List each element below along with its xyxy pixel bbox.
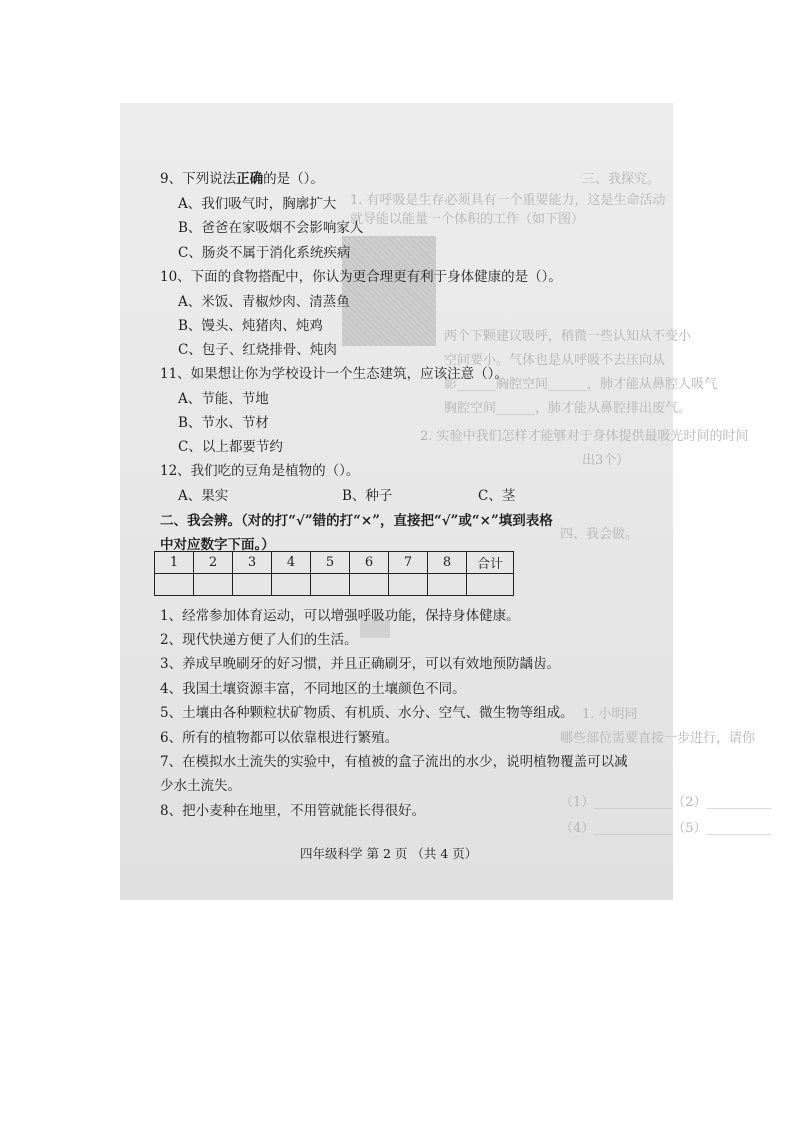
bleed-through-text: 2. 实验中我们怎样才能够对于身体提供最吸光时间的时间 [420,429,749,444]
answer-cell-total[interactable] [467,574,514,596]
answer-table [154,551,514,596]
answer-table-header-total: 合计 [467,552,514,574]
statement-2: 2、现代快递方便了人们的生活。 [160,632,358,648]
answer-table-header: 4 [272,552,311,574]
statement-8: 8、把小麦种在地里，不用管就能长得很好。 [160,803,426,819]
question-10-option-c: C、包子、红烧排骨、炖肉 [178,342,337,358]
statement-5: 5、土壤由各种颗粒状矿物质、有机质、水分、空气、微生物等组成。 [160,705,574,721]
statement-6: 6、所有的植物都可以依靠根进行繁殖。 [160,730,399,746]
question-9-emphasis: 正确 [236,171,264,187]
statement-7: 7、在模拟水土流失的实验中，有植被的盒子流出的水少，说明植物覆盖可以减 [160,754,628,770]
section-2-heading [160,513,553,530]
bleed-through-text: （1）____________（2）__________ [560,795,772,810]
question-11-option-b: B、节水、节材 [178,415,269,431]
answer-table-answer-row [155,574,514,596]
bleed-through-text: 四、我会做。 [560,527,639,542]
answer-table-header: 1 [155,552,194,574]
bleed-through-text: 1. 有呼吸是生存必须具有一个重要能力，这是生命活动 [350,193,666,208]
answer-cell[interactable] [311,574,350,596]
answer-table-header: 3 [233,552,272,574]
statement-1: 1、经常参加体育运动，可以增强呼吸功能，保持身体健康。 [160,608,520,624]
bleed-through-text: （4）____________（5）__________ [560,821,772,836]
bleed-through-text: 哪些部位需要直接一步进行，请你 [560,731,756,746]
answer-table-header: 2 [194,552,233,574]
answer-table-header: 7 [389,552,428,574]
answer-cell[interactable] [194,574,233,596]
scanned-page [120,103,772,900]
bleed-through-text: 出3个） [582,453,630,468]
question-9-option-b: B、爸爸在家吸烟不会影响家人 [178,220,364,236]
question-9 [160,171,324,188]
section-2-instruction: （对的打“√”错的打“×”，直接把“√”或“×”填到表格 [241,513,553,529]
question-10-option-a: A、米饭、青椒炒肉、清蒸鱼 [178,294,350,310]
question-12: 12、我们吃的豆角是植物的（）。 [160,463,360,479]
bleed-through-text: 影______胸腔空间______，肺才能从鼻腔人吸气 [444,377,718,392]
statement-4: 4、我国土壤资源丰富，不同地区的土壤颜色不同。 [160,681,466,697]
question-10: 10、下面的食物搭配中，你认为更合理更有利于身体健康的是（）。 [160,269,562,285]
answer-cell[interactable] [428,574,467,596]
statement-7-cont: 少水土流失。 [160,778,241,794]
answer-table-header-row [155,552,514,574]
bleed-through-text: 胸腔空间______，肺才能从鼻腔排出废气。 [444,401,692,416]
bleed-through-text: 三、我探究。 [582,172,661,187]
answer-table-header: 6 [350,552,389,574]
question-9-text: 9、下列说法 [160,171,237,187]
bleed-through-text: 两个下颗建议吸呼，稍微一些认知从不变小 [444,329,692,344]
answer-table-header: 5 [311,552,350,574]
bleed-through-text: 1. 小明同 [582,707,638,722]
statement-3: 3、养成早晚刷牙的好习惯，并且正确刷牙，可以有效地预防龋齿。 [160,656,561,672]
answer-cell[interactable] [350,574,389,596]
question-12-option-c: C、茎 [478,488,516,504]
question-12-option-b: B、种子 [342,488,393,504]
bleed-through-image [342,236,436,346]
question-9-suffix: 的是（）。 [263,171,324,187]
section-2-instruction-cont: 中对应数字下面。） [160,537,275,553]
bleed-through-text: 就导能以能量一个体积的工作（如下图） [350,212,585,227]
question-9-option-c: C、肠炎不属于消化系统疾病 [178,245,351,261]
question-12-option-a: A、果实 [178,488,229,504]
answer-cell[interactable] [389,574,428,596]
question-11: 11、如果想让你为学校设计一个生态建筑，应该注意（）。 [160,366,508,382]
question-10-option-b: B、馒头、炖猪肉、炖鸡 [178,318,323,334]
answer-cell[interactable] [233,574,272,596]
bleed-through-text: 空间要小。气体也是从呼吸不去压向从 [444,353,666,368]
answer-cell[interactable] [272,574,311,596]
question-9-option-a: A、我们吸气时，胸廓扩大 [178,196,337,212]
question-11-option-c: C、以上都要节约 [178,439,283,455]
page-footer: 四年级科学 第 2 页 （共 4 页） [300,846,478,861]
answer-cell[interactable] [155,574,194,596]
answer-table-header: 8 [428,552,467,574]
question-11-option-a: A、节能、节地 [178,391,269,407]
section-2-title: 二、我会辨。 [160,513,241,529]
